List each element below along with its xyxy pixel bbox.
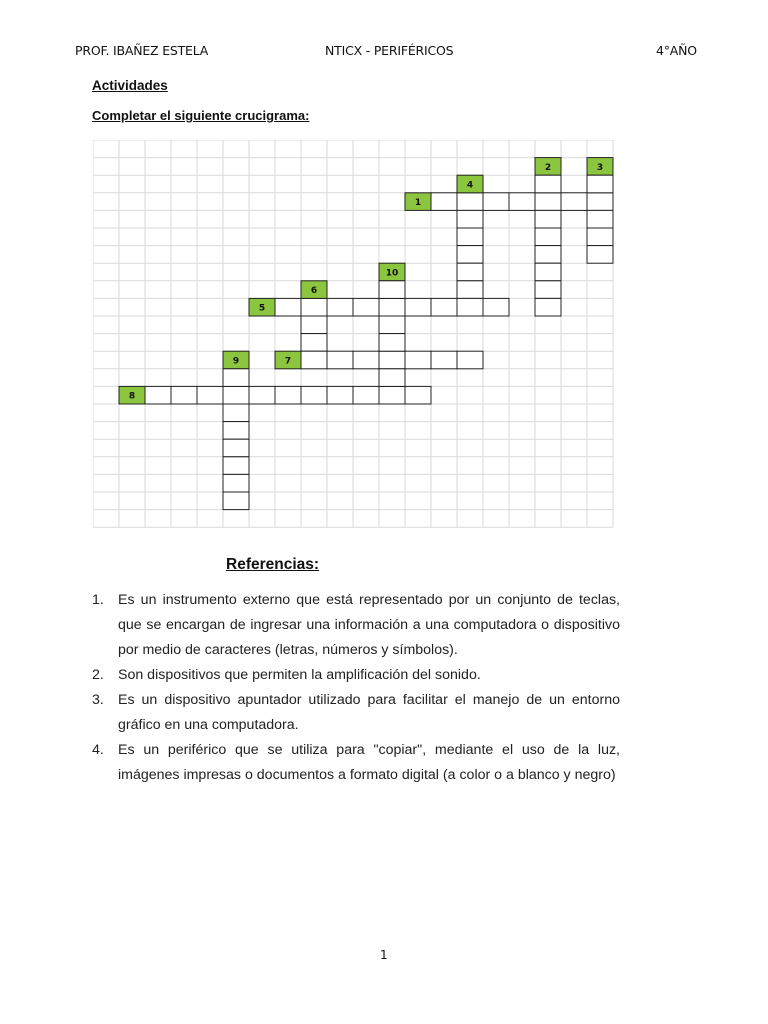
crossword-cell — [535, 193, 561, 211]
crossword-clue-number: 2 — [544, 162, 552, 173]
crossword-cell — [223, 492, 249, 510]
reference-number: 2. — [92, 667, 104, 683]
crossword-cell — [535, 246, 561, 264]
crossword-grid — [93, 140, 623, 540]
header-subject: NTICX - PERIFÉRICOS — [325, 43, 454, 58]
crossword-cell — [249, 386, 275, 404]
crossword-cell — [197, 386, 223, 404]
crossword-cell — [483, 193, 509, 211]
crossword-clue-number: 10 — [385, 268, 399, 279]
crossword-cell — [457, 228, 483, 246]
crossword-cell — [301, 316, 327, 334]
crossword-clue-number: 1 — [414, 198, 422, 209]
crossword-cell — [301, 334, 327, 352]
crossword-cell — [327, 386, 353, 404]
references-list — [92, 588, 620, 788]
crossword-cell — [379, 298, 405, 316]
crossword-cell — [587, 228, 613, 246]
reference-text: Es un dispositivo apuntador utilizado para facilitar el manejo de un entorno gráfico en una computadora. — [118, 692, 620, 733]
crossword-cell — [587, 193, 613, 211]
crossword-clue-number: 3 — [596, 162, 604, 173]
crossword-cell — [587, 210, 613, 228]
crossword-cell — [353, 351, 379, 369]
crossword-cell — [223, 474, 249, 492]
crossword-clue-number: 5 — [258, 303, 266, 314]
crossword-cell — [535, 210, 561, 228]
crossword-cell — [535, 228, 561, 246]
crossword-cell — [405, 386, 431, 404]
crossword-clue-number: 6 — [310, 286, 318, 297]
crossword-clue-number: 8 — [128, 391, 136, 402]
reference-item-1 — [92, 588, 620, 663]
crossword-cell — [223, 404, 249, 422]
reference-number: 3. — [92, 692, 104, 708]
crossword-cell — [457, 193, 483, 211]
crossword-cell — [379, 316, 405, 334]
crossword-cell — [587, 246, 613, 264]
reference-text: Son dispositivos que permiten la amplificación del sonido. — [118, 667, 481, 683]
crossword-cell — [353, 298, 379, 316]
crossword-cell — [223, 422, 249, 440]
reference-number: 4. — [92, 742, 104, 758]
crossword-clue-number: 7 — [284, 356, 292, 367]
crossword-cell — [535, 175, 561, 193]
crossword-cell — [223, 386, 249, 404]
activities-title: Actividades — [92, 78, 168, 93]
header-author: PROF. IBAÑEZ ESTELA — [75, 43, 209, 58]
crossword-cell — [379, 334, 405, 352]
crossword-cell — [457, 263, 483, 281]
crossword-cell — [379, 386, 405, 404]
crossword-cell — [535, 298, 561, 316]
crossword-cell — [171, 386, 197, 404]
crossword-clue-number: 4 — [466, 180, 474, 191]
crossword-cell — [327, 298, 353, 316]
activities-instruction: Completar el siguiente crucigrama: — [92, 108, 310, 123]
crossword-cell — [223, 439, 249, 457]
reference-text: Es un instrumento externo que está representado por un conjunto de teclas, que se encargan de ingresar una información a una computadora o dispositivo por medio de caracteres (letras, números y símbolos). — [118, 592, 620, 658]
reference-number: 1. — [92, 592, 104, 608]
crossword-cell — [301, 298, 327, 316]
crossword-cell — [353, 386, 379, 404]
crossword-cell — [535, 281, 561, 299]
crossword-clue-number: 9 — [232, 356, 240, 367]
crossword-cell — [587, 175, 613, 193]
crossword-cell — [301, 386, 327, 404]
crossword-cell — [405, 298, 431, 316]
crossword-cell — [457, 246, 483, 264]
crossword-cell — [379, 281, 405, 299]
page-number: 1 — [380, 948, 388, 962]
crossword-cell — [327, 351, 353, 369]
crossword-cell — [223, 457, 249, 475]
reference-item-2 — [92, 663, 620, 688]
crossword-cell — [457, 281, 483, 299]
crossword-cell — [561, 193, 587, 211]
crossword-cell — [457, 298, 483, 316]
crossword-cell — [457, 351, 483, 369]
crossword-cell — [457, 210, 483, 228]
crossword-cell — [405, 351, 431, 369]
crossword-cell — [145, 386, 171, 404]
crossword-cell — [431, 298, 457, 316]
crossword-cell — [275, 386, 301, 404]
crossword-cell — [535, 263, 561, 281]
crossword-cell — [379, 351, 405, 369]
crossword-cell — [379, 369, 405, 387]
reference-item-3 — [92, 688, 620, 738]
references-title: Referencias: — [226, 556, 320, 573]
crossword-cell — [483, 298, 509, 316]
crossword-cell — [431, 351, 457, 369]
crossword-cell — [431, 193, 457, 211]
crossword-cell — [301, 351, 327, 369]
crossword-cell — [509, 193, 535, 211]
crossword-cell — [223, 369, 249, 387]
reference-item-4 — [92, 738, 620, 788]
reference-text: Es un periférico que se utiliza para "copiar", mediante el uso de la luz, imágenes impresas o documentos a formato digital (a color o a blanco y negro) — [118, 742, 620, 783]
header-year: 4°AÑO — [656, 43, 697, 58]
crossword-cell — [275, 298, 301, 316]
